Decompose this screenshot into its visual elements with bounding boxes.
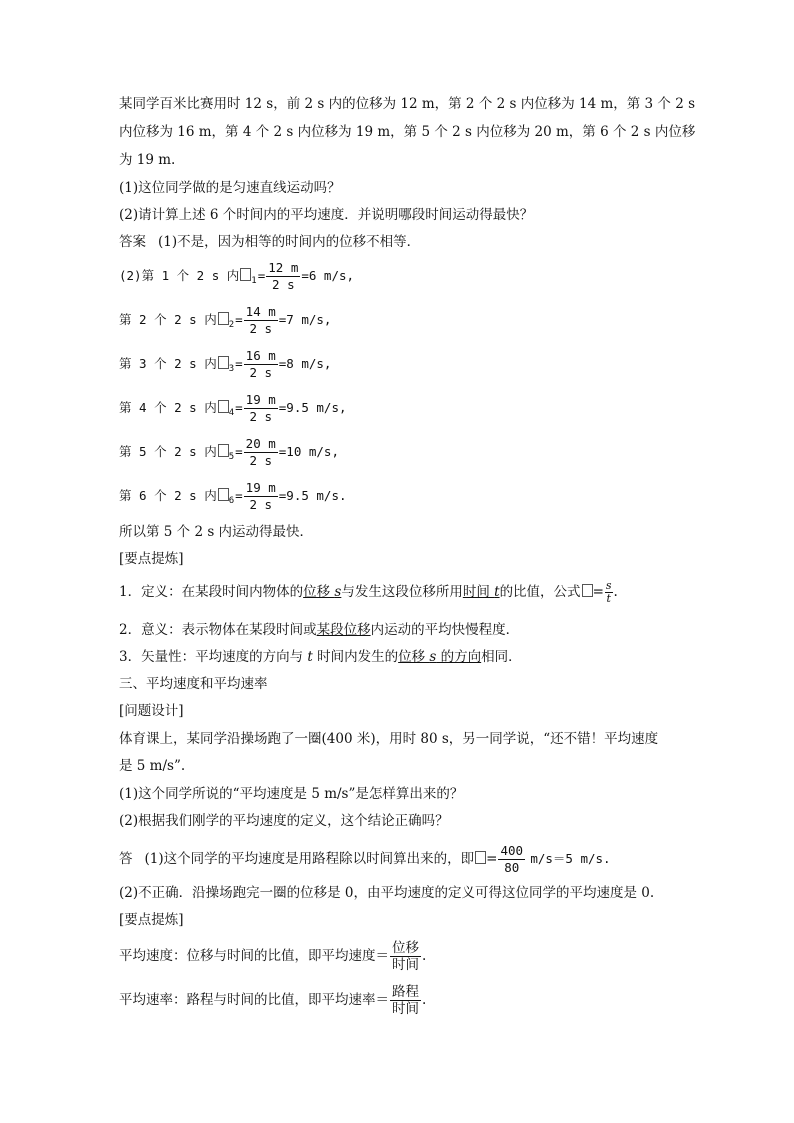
missing-glyph-icon <box>582 584 593 597</box>
calc-fraction <box>244 392 278 425</box>
meaning-line <box>119 620 519 640</box>
calc-numerator: 14 m <box>245 304 276 319</box>
velocity-subscript: 1 <box>251 276 257 286</box>
velocity-subscript: 2 <box>228 320 235 330</box>
calc-result: =10 m/s, <box>278 444 339 459</box>
calc-fraction <box>244 348 278 381</box>
key-points-title-2: [要点提炼] <box>119 912 184 928</box>
missing-glyph-icon <box>218 488 229 501</box>
calc-numerator: 20 m <box>245 436 276 451</box>
term-text: 位移 <box>398 649 430 665</box>
velocity-subscript: 4 <box>228 408 235 418</box>
missing-glyph-icon <box>475 851 486 864</box>
calc-result: =8 m/s, <box>278 356 332 371</box>
calc-result: =7 m/s, <box>278 312 332 327</box>
answer-1 <box>119 232 420 252</box>
variable-s: s <box>334 584 342 600</box>
average-speed-text: 平均速率：路程与时间的比值，即平均速率＝ <box>119 992 389 1008</box>
meaning-text: 2．意义：表示物体在某段时间或 <box>119 622 317 638</box>
calc-denominator: 2 s <box>249 497 273 512</box>
calc-prefix: (2)第 1 个 2 s 内 <box>119 268 240 283</box>
calc-denominator: 2 s <box>249 321 273 336</box>
conclusion: 所以第 5 个 2 s 内运动得最快． <box>119 524 314 540</box>
answer-fraction <box>498 843 525 876</box>
calc-fraction <box>266 260 300 293</box>
speed-numerator: 路程 <box>392 984 419 1000</box>
calc-prefix: 第 6 个 2 s 内 <box>119 488 217 503</box>
scenario-line-2: 是 5 m/s”. <box>119 758 186 774</box>
calc-row: (2)第 1 个 2 s 内 $_1$= $\frac{12 m}{2 s}$ =6 m/s, <box>119 260 355 292</box>
velocity-denominator: 时间 <box>392 957 419 973</box>
question-1: (1)这位同学做的是匀速直线运动吗？ <box>119 180 341 196</box>
answer-label: 答 <box>119 851 133 867</box>
question-2: (2)请计算上述 6 个时间内的平均速度．并说明哪段时间运动得最快？ <box>119 207 534 223</box>
average-velocity-line <box>119 940 426 973</box>
missing-glyph-icon <box>240 268 251 281</box>
underlined-term: 某段位移 <box>316 622 371 638</box>
variable-t: t <box>307 649 313 665</box>
formula-numerator: s <box>605 579 612 592</box>
definition-text: 1．定义：在某段时间内物体的 <box>119 584 304 600</box>
calc-row: 第 6 个 2 s 内 $_6$= $\frac{19 m}{2 s}$ =9.5 m/s. <box>119 480 347 512</box>
calc-denominator: 2 s <box>272 277 295 292</box>
answer-1-text: (1)不是，因为相等的时间内的位移不相等． <box>158 234 421 250</box>
vector-text: 3．矢量性：平均速度的方向与 <box>119 649 308 665</box>
problem-line-1: 某同学百米比赛用时 12 s，前 2 s 内的位移为 12 m，第 2 个 2 s 内位移为 14 m，第 3 个 2 s <box>119 96 696 112</box>
speed-fraction <box>390 984 421 1017</box>
term-text: 位移 <box>303 584 335 600</box>
period: . <box>613 584 618 600</box>
formula-fraction <box>605 580 613 605</box>
definition-text: 与发生这段位移所用 <box>341 584 463 600</box>
calc-row: 第 2 个 2 s 内 $_2$= $\frac{14 m}{2 s}$ =7 m/s, <box>119 304 332 336</box>
key-points-title: [要点提炼] <box>119 551 184 567</box>
answer-denominator: 80 <box>504 860 520 875</box>
answer-text: (1)这个同学的平均速度是用路程除以时间算出来的，即 <box>144 851 475 867</box>
calc-prefix: 第 2 个 2 s 内 <box>119 312 217 327</box>
variable-t: t <box>494 584 500 600</box>
velocity-numerator: 位移 <box>392 940 419 956</box>
section3-answer-2: (2)不正确．沿操场跑完一圈的位移是 0，由平均速度的定义可得这位同学的平均速度是 0. <box>119 885 655 901</box>
average-velocity-text: 平均速度：位移与时间的比值，即平均速度＝ <box>119 948 389 964</box>
definition-line: 1．定义：在某段时间内物体的位移 s与发生这段位移所用时间 t的比值，公式 = $\frac{s}{t}$ . <box>119 579 618 605</box>
definition-text: 的比值，公式 <box>499 584 581 600</box>
speed-denominator: 时间 <box>392 1001 419 1017</box>
calc-row: 第 5 个 2 s 内 $_5$= $\frac{20 m}{2 s}$ =10 m/s, <box>119 436 339 468</box>
missing-glyph-icon <box>218 400 229 413</box>
calc-result: =9.5 m/s, <box>278 400 347 415</box>
velocity-subscript: 5 <box>228 452 235 462</box>
calc-fraction <box>244 436 278 469</box>
meaning-text: 内运动的平均快慢程度． <box>370 622 520 638</box>
calc-numerator: 12 m <box>268 260 299 275</box>
missing-glyph-icon <box>218 444 229 457</box>
calc-numerator: 19 m <box>245 480 276 495</box>
calc-fraction <box>244 480 278 513</box>
problem-line-2: 内位移为 16 m，第 4 个 2 s 内位移为 19 m，第 5 个 2 s 内位移为 20 m，第 6 个 2 s 内位移 <box>119 124 696 140</box>
term-text: 的方向 <box>436 649 482 665</box>
calc-row: 第 4 个 2 s 内 $_4$= $\frac{19 m}{2 s}$ =9.5 m/s, <box>119 392 347 424</box>
underlined-term <box>303 584 341 600</box>
vector-text: 时间内发生的 <box>312 649 399 665</box>
velocity-fraction <box>390 940 421 973</box>
variable-s: s <box>429 649 437 665</box>
missing-glyph-icon <box>218 356 229 369</box>
answer-label: 答案 <box>119 234 146 250</box>
vector-text: 相同． <box>481 649 522 665</box>
calc-prefix: 第 5 个 2 s 内 <box>119 444 217 459</box>
scenario-line-1: 体育课上，某同学沿操场跑了一圈(400 米)，用时 80 s，另一同学说，“还不错！平均速度 <box>119 731 659 747</box>
problem-line-3: 为 19 m. <box>119 152 176 168</box>
vector-line <box>119 647 522 667</box>
calc-result: =9.5 m/s. <box>278 488 347 503</box>
velocity-subscript: 6 <box>228 496 235 506</box>
period: . <box>422 992 427 1008</box>
calc-denominator: 2 s <box>249 453 273 468</box>
calc-row: 第 3 个 2 s 内 $_3$= $\frac{16 m}{2 s}$ =8 m/s, <box>119 348 332 380</box>
calc-fraction <box>244 304 278 337</box>
calc-prefix: 第 3 个 2 s 内 <box>119 356 217 371</box>
section-heading: 三、平均速度和平均速率 <box>119 676 268 692</box>
answer-numerator: 400 <box>500 843 524 858</box>
formula-denominator: t <box>606 592 611 605</box>
calc-prefix: 第 4 个 2 s 内 <box>119 400 217 415</box>
section3-answer-1: 答 (1)这个同学的平均速度是用路程除以时间算出来的，即 = $\frac{400}{80}$ m/s＝5 m/s. <box>119 843 611 875</box>
calc-numerator: 16 m <box>245 348 276 363</box>
term-text: 时间 <box>462 584 495 600</box>
velocity-subscript: 3 <box>228 364 235 374</box>
underlined-term <box>463 584 500 600</box>
calc-denominator: 2 s <box>249 409 273 424</box>
answer-result: m/s＝5 m/s. <box>530 851 611 866</box>
average-speed-line <box>119 984 426 1017</box>
missing-glyph-icon <box>218 312 229 325</box>
period: . <box>422 948 427 964</box>
problem-design-title: [问题设计] <box>119 703 184 719</box>
calc-result: =6 m/s, <box>301 268 355 283</box>
section3-question-1: (1)这个同学所说的“平均速度是 5 m/s”是怎样算出来的？ <box>119 786 464 802</box>
section3-question-2: (2)根据我们刚学的平均速度的定义，这个结论正确吗？ <box>119 813 449 829</box>
underlined-term <box>398 649 481 665</box>
calc-denominator: 2 s <box>249 365 273 380</box>
calc-numerator: 19 m <box>245 392 276 407</box>
